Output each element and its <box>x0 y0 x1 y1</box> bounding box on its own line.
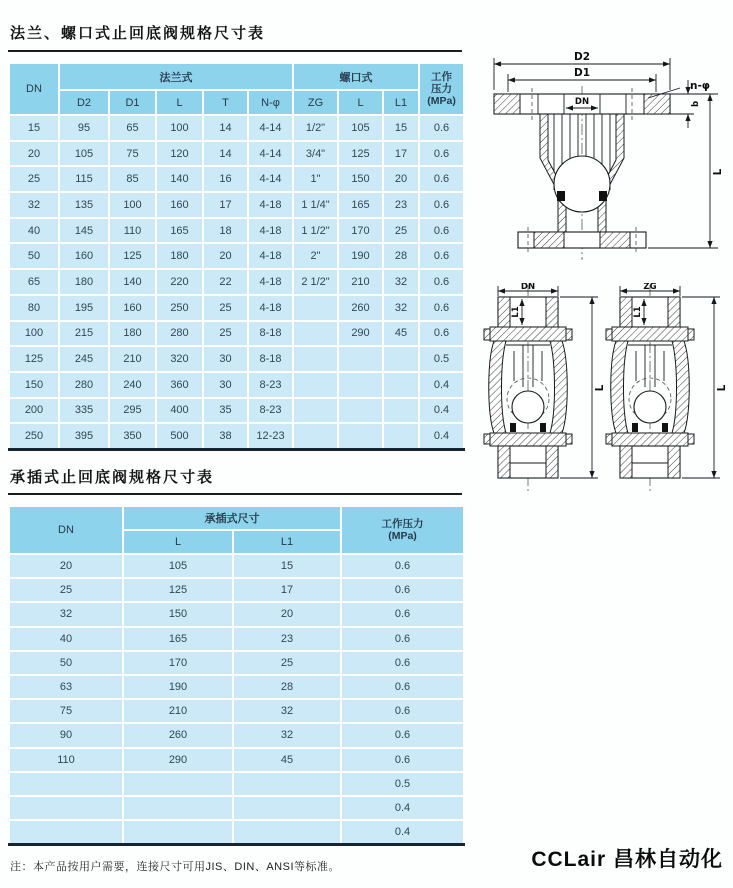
table-cell: 220 <box>156 269 203 295</box>
pressure-label-line3: (MPa) <box>427 95 456 107</box>
table-cell: 110 <box>109 218 156 244</box>
table-cell: 35 <box>203 398 248 424</box>
svg-text:DN: DN <box>574 97 590 107</box>
table-cell: 215 <box>59 321 109 347</box>
table-cell: 0.6 <box>419 115 464 141</box>
table-cell: 500 <box>156 423 203 449</box>
table-cell: 190 <box>338 243 383 269</box>
table-cell: 110 <box>9 748 123 772</box>
t2-col-group-socket: 承插式尺寸 <box>123 506 341 530</box>
valve-ball <box>634 391 666 423</box>
table-cell: 0.6 <box>419 269 464 295</box>
table-cell: 28 <box>233 675 341 699</box>
table-cell: 320 <box>156 346 203 372</box>
t1-col-header-d1: D1 <box>109 90 156 115</box>
table-cell <box>383 423 419 449</box>
table-cell: 0.6 <box>419 295 464 321</box>
table-row <box>9 321 464 347</box>
table-cell: 210 <box>123 699 233 723</box>
table-cell: 180 <box>59 269 109 295</box>
table-row <box>9 166 464 192</box>
table-cell: 295 <box>109 398 156 424</box>
table-row <box>9 218 464 244</box>
table-cell: 0.6 <box>419 321 464 347</box>
table-cell: 280 <box>59 372 109 398</box>
table2-title: 承插式止回底阀规格尺寸表 <box>10 469 215 486</box>
table-cell: 0.4 <box>341 820 464 845</box>
table-cell: 0.4 <box>341 796 464 820</box>
svg-text:ZG: ZG <box>643 283 657 292</box>
table-cell: 25 <box>9 578 123 602</box>
table-cell: 140 <box>156 166 203 192</box>
table-cell: 63 <box>9 675 123 699</box>
table-cell: 8-18 <box>248 321 293 347</box>
table-cell: 28 <box>383 243 419 269</box>
table-cell: 17 <box>383 141 419 167</box>
table-cell <box>293 372 338 398</box>
table-cell: 8-23 <box>248 372 293 398</box>
table-cell: 0.5 <box>419 346 464 372</box>
table-cell: 400 <box>156 398 203 424</box>
table-row <box>9 651 464 675</box>
t2-col-header-l1: L1 <box>233 530 341 554</box>
svg-text:L1: L1 <box>633 306 643 318</box>
table-cell: 115 <box>59 166 109 192</box>
table-cell <box>338 423 383 449</box>
svg-text:DN: DN <box>520 283 536 292</box>
t2-col-header-l: L <box>123 530 233 554</box>
table-cell <box>9 772 123 796</box>
table-cell: 395 <box>59 423 109 449</box>
table-cell: 120 <box>156 141 203 167</box>
table-cell: 45 <box>383 321 419 347</box>
table-cell: 0.6 <box>419 166 464 192</box>
table-row <box>9 346 464 372</box>
table-cell: 85 <box>109 166 156 192</box>
table-cell: 0.4 <box>419 372 464 398</box>
table-cell: 165 <box>338 192 383 218</box>
table-cell: 260 <box>338 295 383 321</box>
table-cell: 0.6 <box>419 218 464 244</box>
table-cell: 25 <box>9 166 59 192</box>
table-row <box>9 398 464 424</box>
table-row <box>9 796 464 820</box>
table-row <box>9 772 464 796</box>
table-cell <box>383 372 419 398</box>
table-cell: 1 1/4" <box>293 192 338 218</box>
table-cell: 1 1/2" <box>293 218 338 244</box>
table-cell: 8-18 <box>248 346 293 372</box>
pressure2-label-line2: (MPa) <box>388 530 417 542</box>
table-cell <box>293 398 338 424</box>
table-cell: 150 <box>123 602 233 626</box>
table-cell: 0.6 <box>341 578 464 602</box>
table-cell <box>293 423 338 449</box>
table-cell: 260 <box>123 723 233 747</box>
table-cell <box>233 796 341 820</box>
dimension-l <box>648 94 724 248</box>
table-cell <box>338 398 383 424</box>
table-cell: 20 <box>9 141 59 167</box>
svg-text:n-φ: n-φ <box>689 80 711 92</box>
table-cell: 4-18 <box>248 192 293 218</box>
table-cell: 0.6 <box>419 141 464 167</box>
table-cell: 4-14 <box>248 141 293 167</box>
table-cell: 30 <box>203 372 248 398</box>
pressure-label-line1: 工作 <box>431 71 453 83</box>
table-cell: 40 <box>9 627 123 651</box>
table-cell <box>383 398 419 424</box>
table-cell: 125 <box>338 141 383 167</box>
t1-col-header-l1: L1 <box>383 90 419 115</box>
table-cell: 0.6 <box>341 699 464 723</box>
t2-body <box>9 554 464 845</box>
table-cell: 17 <box>203 192 248 218</box>
table-cell: 105 <box>123 554 233 578</box>
table-row <box>9 602 464 626</box>
t1-col-header-d2: D2 <box>59 90 109 115</box>
bottom-flange <box>518 227 646 254</box>
table-cell: 160 <box>109 295 156 321</box>
svg-text:L: L <box>716 384 728 392</box>
table-cell: 140 <box>109 269 156 295</box>
table-cell: 290 <box>123 748 233 772</box>
table-cell <box>123 820 233 845</box>
table-cell: 4-18 <box>248 269 293 295</box>
table-row <box>9 141 464 167</box>
table-row <box>9 295 464 321</box>
table-cell <box>233 772 341 796</box>
table-cell: 250 <box>9 423 59 449</box>
table-cell: 165 <box>156 218 203 244</box>
table-cell: 160 <box>59 243 109 269</box>
table-cell: 180 <box>109 321 156 347</box>
bottom-connector <box>484 433 572 478</box>
socket-valve-drawing <box>476 283 606 495</box>
table1-title: 法兰、螺口式止回底阀规格尺寸表 <box>10 25 266 42</box>
table-row <box>9 675 464 699</box>
table-cell: 125 <box>123 578 233 602</box>
table-cell: 4-18 <box>248 243 293 269</box>
t2-col-header-dn: DN <box>9 506 123 554</box>
table-cell: 38 <box>203 423 248 449</box>
table-cell: 14 <box>203 115 248 141</box>
table-cell: 245 <box>59 346 109 372</box>
table-cell: 22 <box>203 269 248 295</box>
table-cell: 1/2" <box>293 115 338 141</box>
seat-seal-left <box>557 191 565 201</box>
table-cell: 50 <box>9 651 123 675</box>
t1-col-group-thread: 螺口式 <box>293 63 419 90</box>
table-cell: 65 <box>9 269 59 295</box>
valve-ball <box>512 391 544 423</box>
table-cell: 15 <box>233 554 341 578</box>
table-row <box>9 699 464 723</box>
table-cell: 145 <box>59 218 109 244</box>
table-cell: 2" <box>293 243 338 269</box>
table-row <box>9 554 464 578</box>
table-cell: 45 <box>233 748 341 772</box>
table-cell: 125 <box>109 243 156 269</box>
table-cell <box>293 346 338 372</box>
table-cell: 1" <box>293 166 338 192</box>
t1-col-header-dn: DN <box>9 63 59 115</box>
footer-note: 注：本产品按用户需要，连接尺寸可用JIS、DIN、ANSI等标准。 <box>10 861 341 873</box>
table-cell: 200 <box>9 398 59 424</box>
table-cell: 4-14 <box>248 166 293 192</box>
table-cell: 0.6 <box>341 675 464 699</box>
table-row <box>9 723 464 747</box>
table-cell: 65 <box>109 115 156 141</box>
table-cell: 240 <box>109 372 156 398</box>
bottom-connector <box>606 433 694 478</box>
table-cell: 15 <box>383 115 419 141</box>
t1-body <box>9 115 464 449</box>
table-cell: 160 <box>156 192 203 218</box>
t1-col-header-t: T <box>203 90 248 115</box>
table-cell: 20 <box>383 166 419 192</box>
table-cell: 135 <box>59 192 109 218</box>
table-row <box>9 820 464 845</box>
table-cell <box>338 346 383 372</box>
table-cell: 0.6 <box>341 651 464 675</box>
table-cell: 3/4" <box>293 141 338 167</box>
table-cell: 18 <box>203 218 248 244</box>
table-cell: 12-23 <box>248 423 293 449</box>
table-row <box>9 243 464 269</box>
table-cell: 170 <box>123 651 233 675</box>
table-cell: 95 <box>59 115 109 141</box>
t1-col-header-nphi: N-φ <box>248 90 293 115</box>
table-cell: 50 <box>9 243 59 269</box>
table-cell: 4-18 <box>248 218 293 244</box>
t2-col-header-pressure <box>341 506 464 554</box>
table-cell: 32 <box>383 295 419 321</box>
table-cell: 0.6 <box>341 602 464 626</box>
t1-col-header-l: L <box>156 90 203 115</box>
table-cell: 0.6 <box>341 723 464 747</box>
table-cell: 23 <box>233 627 341 651</box>
table-cell: 150 <box>338 166 383 192</box>
table-cell <box>123 772 233 796</box>
table-cell: 25 <box>383 218 419 244</box>
table-cell: 0.5 <box>341 772 464 796</box>
table-cell: 40 <box>9 218 59 244</box>
title1-rule <box>8 50 462 52</box>
table-cell: 32 <box>9 602 123 626</box>
table-row <box>9 372 464 398</box>
table-cell: 350 <box>109 423 156 449</box>
table-cell: 20 <box>9 554 123 578</box>
svg-text:L: L <box>712 168 724 176</box>
table-row <box>9 578 464 602</box>
table-cell: 32 <box>233 723 341 747</box>
table-cell: 4-18 <box>248 295 293 321</box>
table-cell: 75 <box>9 699 123 723</box>
table-cell: 250 <box>156 295 203 321</box>
table-cell: 32 <box>9 192 59 218</box>
svg-text:L: L <box>594 384 606 392</box>
pressure2-label-line1: 工作压力 <box>381 518 424 530</box>
table-row <box>9 192 464 218</box>
table-cell: 32 <box>233 699 341 723</box>
table-row <box>9 115 464 141</box>
table-cell: 280 <box>156 321 203 347</box>
table-cell: 0.6 <box>341 627 464 651</box>
table-cell: 180 <box>156 243 203 269</box>
table-cell <box>383 346 419 372</box>
table-cell: 20 <box>203 243 248 269</box>
table-cell: 150 <box>9 372 59 398</box>
table-cell: 0.4 <box>419 423 464 449</box>
t1-col-group-flange: 法兰式 <box>59 63 293 90</box>
table-row <box>9 423 464 449</box>
table-row <box>9 269 464 295</box>
table-cell: 20 <box>233 602 341 626</box>
top-connector <box>606 297 694 341</box>
table-cell: 32 <box>383 269 419 295</box>
title2-rule <box>8 493 462 495</box>
table-cell <box>233 820 341 845</box>
table-cell: 16 <box>203 166 248 192</box>
table-cell: 125 <box>9 346 59 372</box>
table-cell: 25 <box>203 321 248 347</box>
brand-logo: CCLair 昌林自动化 <box>531 848 723 871</box>
table-cell: 0.6 <box>341 554 464 578</box>
table-cell: 4-14 <box>248 115 293 141</box>
table-cell <box>123 796 233 820</box>
table-cell: 8-23 <box>248 398 293 424</box>
table-cell: 14 <box>203 141 248 167</box>
table-cell: 90 <box>9 723 123 747</box>
table-cell: 210 <box>338 269 383 295</box>
table-cell: 15 <box>9 115 59 141</box>
seat-seal-right <box>599 191 607 201</box>
table-cell: 360 <box>156 372 203 398</box>
table-cell: 100 <box>109 192 156 218</box>
table-cell: 335 <box>59 398 109 424</box>
table-cell: 25 <box>203 295 248 321</box>
table-cell: 100 <box>9 321 59 347</box>
flange-thread-spec-table <box>8 62 465 451</box>
table-cell: 100 <box>156 115 203 141</box>
table-cell: 210 <box>109 346 156 372</box>
table-cell: 30 <box>203 346 248 372</box>
table-cell <box>293 295 338 321</box>
svg-text:L1: L1 <box>511 306 521 318</box>
flange-valve-drawing <box>478 42 730 270</box>
table-cell: 23 <box>383 192 419 218</box>
table-row <box>9 748 464 772</box>
table-cell: 170 <box>338 218 383 244</box>
table-cell: 0.4 <box>419 398 464 424</box>
table-cell: 290 <box>338 321 383 347</box>
socket-spec-table <box>8 505 465 846</box>
svg-text:D2: D2 <box>573 51 591 63</box>
thread-valve-drawing <box>598 283 728 495</box>
table-cell: 80 <box>9 295 59 321</box>
table-cell <box>338 372 383 398</box>
dimension-n-phi <box>648 80 710 98</box>
table-row <box>9 627 464 651</box>
svg-text:D1: D1 <box>573 67 591 79</box>
t1-col-header-zg: ZG <box>293 90 338 115</box>
table-cell: 25 <box>233 651 341 675</box>
table-cell <box>293 321 338 347</box>
pressure-label-line2: 压力 <box>431 83 453 95</box>
table-cell: 17 <box>233 578 341 602</box>
table-cell: 105 <box>338 115 383 141</box>
valve-ball <box>554 156 610 212</box>
table-cell <box>9 820 123 845</box>
table-cell: 165 <box>123 627 233 651</box>
svg-text:b: b <box>691 100 701 108</box>
table-cell: 195 <box>59 295 109 321</box>
table-cell: 0.6 <box>419 192 464 218</box>
table-cell: 0.6 <box>341 748 464 772</box>
table-cell: 2 1/2" <box>293 269 338 295</box>
table-cell: 105 <box>59 141 109 167</box>
table-cell <box>9 796 123 820</box>
t1-col-header-pressure <box>419 63 464 115</box>
table-cell: 190 <box>123 675 233 699</box>
table-cell: 0.6 <box>419 243 464 269</box>
top-connector <box>484 297 572 341</box>
t1-col-header-l2: L <box>338 90 383 115</box>
table-cell: 75 <box>109 141 156 167</box>
